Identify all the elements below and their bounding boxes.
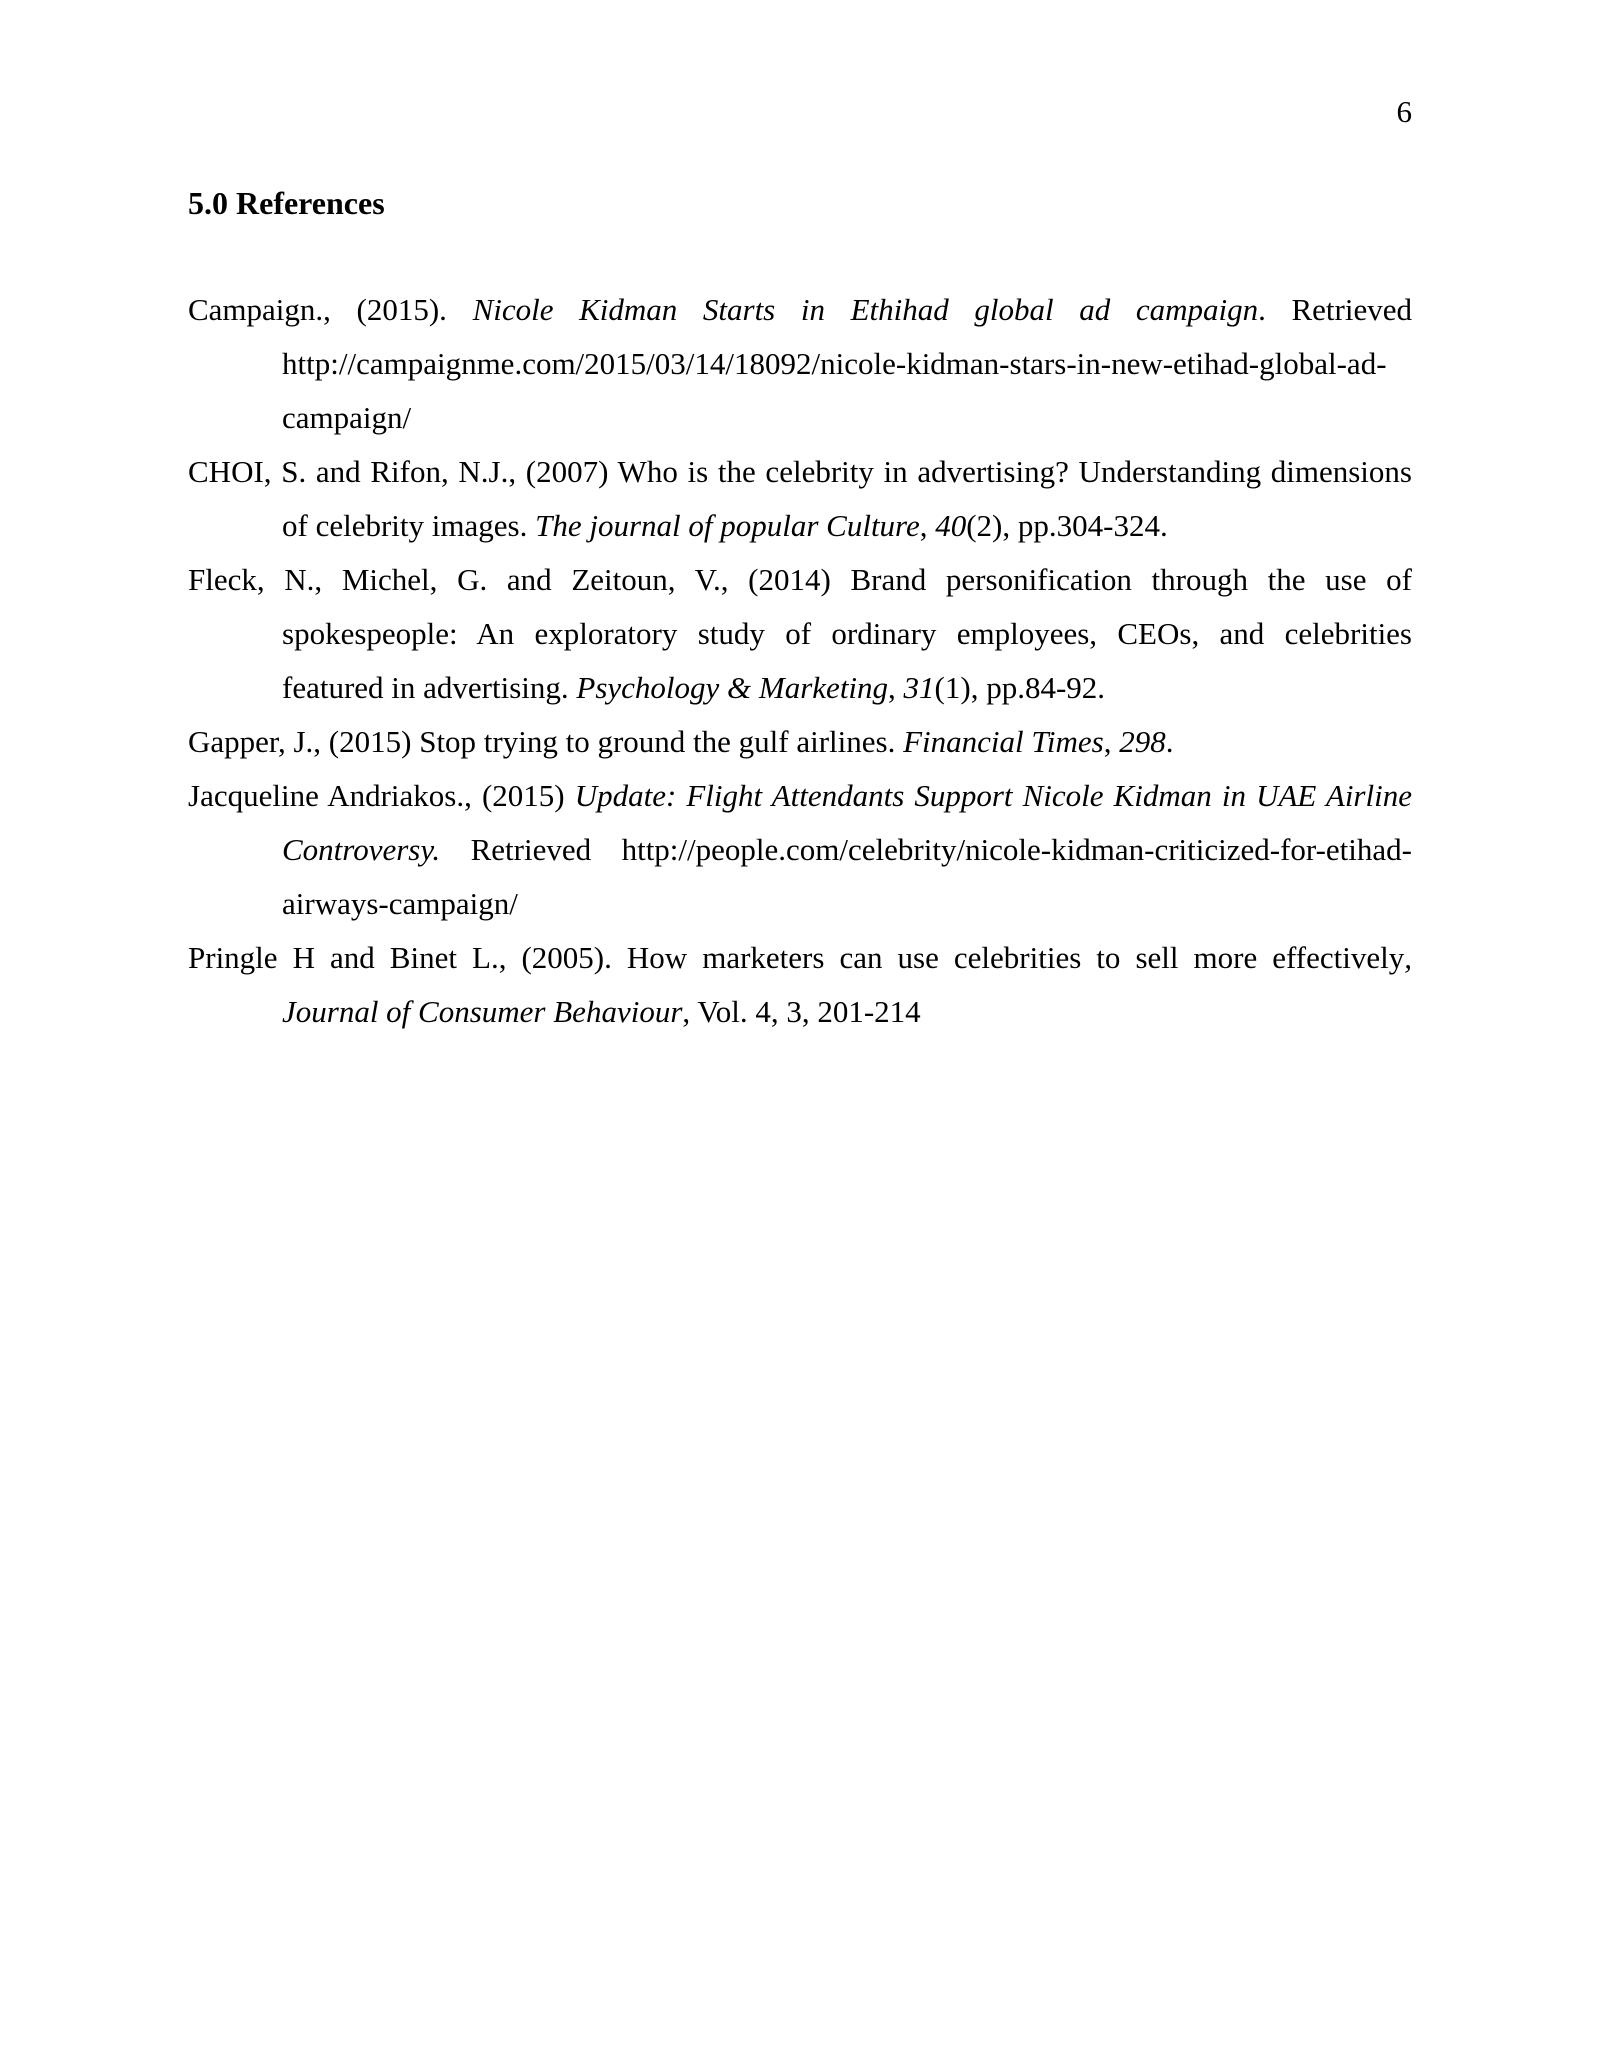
reference-segment: campaign/ bbox=[282, 400, 412, 435]
reference-entry bbox=[188, 553, 1412, 715]
reference-segment: Retrieved http://people.com/celebrity/nicole-kidman-criticized-for-etihad- bbox=[440, 832, 1412, 867]
reference-line bbox=[188, 499, 1412, 553]
reference-entry bbox=[188, 715, 1412, 769]
reference-segment-italic: Update: Flight Attendants Support Nicole Kidman in UAE Airline bbox=[574, 778, 1412, 813]
reference-segment: , bbox=[888, 670, 904, 705]
reference-segment: , bbox=[1103, 724, 1120, 759]
reference-line bbox=[188, 877, 1412, 931]
reference-segment-italic: 298 bbox=[1119, 724, 1166, 759]
reference-segment: airways-campaign/ bbox=[282, 886, 518, 921]
reference-segment-italic: Psychology & Marketing bbox=[576, 670, 889, 705]
reference-segment: Gapper, J., (2015) Stop trying to ground the gulf airlines. bbox=[188, 724, 904, 759]
reference-segment: Campaign., (2015). bbox=[188, 292, 473, 327]
reference-entry bbox=[188, 445, 1412, 553]
reference-segment-italic: Financial Times bbox=[903, 724, 1104, 759]
reference-entry bbox=[188, 769, 1412, 931]
reference-segment: . bbox=[1165, 724, 1174, 759]
reference-line bbox=[188, 769, 1412, 823]
reference-entry bbox=[188, 931, 1412, 1039]
reference-line bbox=[188, 445, 1412, 499]
reference-segment-italic: 40 bbox=[935, 508, 967, 543]
reference-segment-italic: Controversy. bbox=[282, 832, 441, 867]
reference-line bbox=[188, 391, 1412, 445]
reference-entry bbox=[188, 283, 1412, 445]
reference-line bbox=[188, 607, 1412, 661]
reference-line bbox=[188, 823, 1412, 877]
reference-segment-italic: , bbox=[1404, 940, 1412, 975]
reference-segment: (1), pp.84-92. bbox=[934, 670, 1106, 705]
reference-segment: featured in advertising. bbox=[282, 670, 577, 705]
references-list bbox=[188, 283, 1412, 1039]
reference-line bbox=[188, 553, 1412, 607]
reference-segment: (2), pp.304-324. bbox=[966, 508, 1168, 543]
reference-segment: spokespeople: An exploratory study of ordinary employees, CEOs, and celebrities bbox=[282, 616, 1412, 651]
reference-segment: Pringle H and Binet L., (2005). How marketers can use celebrities to sell more effectively bbox=[188, 940, 1405, 975]
reference-segment: CHOI, S. and Rifon, N.J., (2007) Who is the celebrity in advertising? Understanding dimensions bbox=[188, 454, 1412, 489]
reference-segment-italic: 31 bbox=[903, 670, 935, 705]
reference-line bbox=[188, 931, 1412, 985]
reference-line bbox=[188, 661, 1412, 715]
page-number: 6 bbox=[1396, 94, 1412, 129]
section-heading-references: 5.0 References bbox=[188, 185, 385, 221]
reference-segment-italic: Nicole Kidman Starts in Ethihad global ad campaign bbox=[472, 292, 1259, 327]
reference-segment-italic: The journal of popular Culture bbox=[535, 508, 920, 543]
reference-segment: , Vol. 4, 3, 201-214 bbox=[682, 994, 921, 1029]
reference-line bbox=[188, 985, 1412, 1039]
reference-segment: , bbox=[919, 508, 936, 543]
reference-line bbox=[188, 337, 1412, 391]
reference-segment-italic: Journal of Consumer Behaviour bbox=[282, 994, 683, 1029]
reference-line bbox=[188, 715, 1412, 769]
reference-segment: Jacqueline Andriakos., (2015) bbox=[188, 778, 575, 813]
reference-segment: http://campaignme.com/2015/03/14/18092/nicole-kidman-stars-in-new-etihad-global-ad- bbox=[282, 346, 1387, 381]
reference-segment: of celebrity images. bbox=[282, 508, 536, 543]
reference-segment: Fleck, N., Michel, G. and Zeitoun, V., (2014) Brand personification through the use of bbox=[188, 562, 1412, 597]
reference-line bbox=[188, 283, 1412, 337]
reference-segment: . Retrieved bbox=[1258, 292, 1412, 327]
